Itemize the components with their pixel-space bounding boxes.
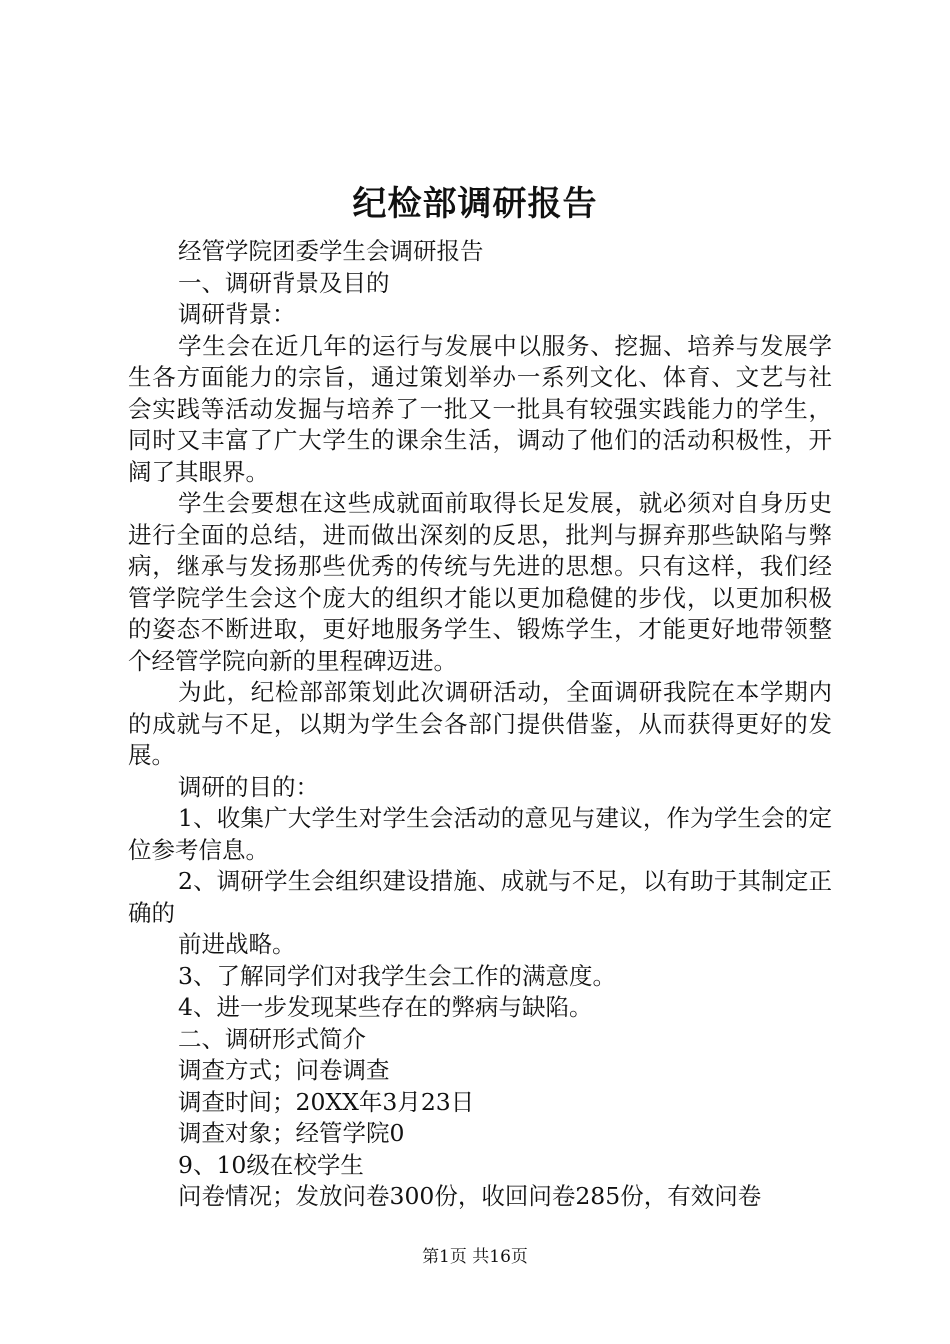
list-item: 3、了解同学们对我学生会工作的满意度。 xyxy=(178,961,616,990)
subsection-heading: 调研的目的： xyxy=(178,772,319,801)
page-footer: 第1页 共16页 xyxy=(422,1247,528,1267)
list-item: 1、收集广大学生对学生会活动的意见与建议，作为学生会的定位参考信息。 xyxy=(128,804,832,864)
paragraph: 经管学院团委学生会调研报告 xyxy=(178,237,484,265)
paragraph: 为此，纪检部部策划此次调研活动，全面调研我院在本学期内的成就与不足，以期为学生会各部门提供借鉴，从而获得更好的发展。 xyxy=(128,678,832,769)
list-item: 2、调研学生会组织建设措施、成就与不足，以有助于其制定正确的 xyxy=(128,867,832,927)
list-item: 4、进一步发现某些存在的弊病与缺陷。 xyxy=(178,993,593,1021)
info-line: 调查对象；经管学院0 xyxy=(178,1119,405,1147)
paragraph: 前进战略。 xyxy=(178,930,296,958)
subsection-heading: 调研背景： xyxy=(178,300,296,328)
paragraph: 学生会要想在这些成就面前取得长足发展，就必须对自身历史进行全面的总结，进而做出深刻的反思，批判与摒弃那些缺陷与弊病，继承与发扬那些优秀的传统与先进的思想。只有这样，我们经管学院学生会这个庞大的组织才能以更加稳健的步伐，以更加积极的姿态不断进取，更好地服务学生、锻炼学生，才能更好地带领整个经管学院向新的里程碑迈进。 xyxy=(128,489,832,675)
info-line: 调查方式；问卷调查 xyxy=(178,1056,390,1084)
info-line: 调查时间；20XX年3月23日 xyxy=(178,1087,475,1116)
document-title: 纪检部调研报告 xyxy=(352,184,598,224)
section-heading: 二、调研形式简介 xyxy=(178,1024,366,1053)
paragraph: 学生会在近几年的运行与发展中以服务、挖掘、培养与发展学生各方面能力的宗旨，通过策划举办一系列文化、体育、文艺与社会实践等活动发掘与培养了一批又一批具有较强实践能力的学生，同时又丰富了广大学生的课余生活，调动了他们的活动积极性，开阔了其眼界。 xyxy=(128,331,832,486)
document-body xyxy=(128,236,832,1213)
section-heading: 一、调研背景及目的 xyxy=(178,268,390,297)
info-line: 问卷情况；发放问卷300份，收回问卷285份，有效问卷 xyxy=(178,1182,762,1210)
info-line: 9、10级在校学生 xyxy=(178,1150,364,1179)
